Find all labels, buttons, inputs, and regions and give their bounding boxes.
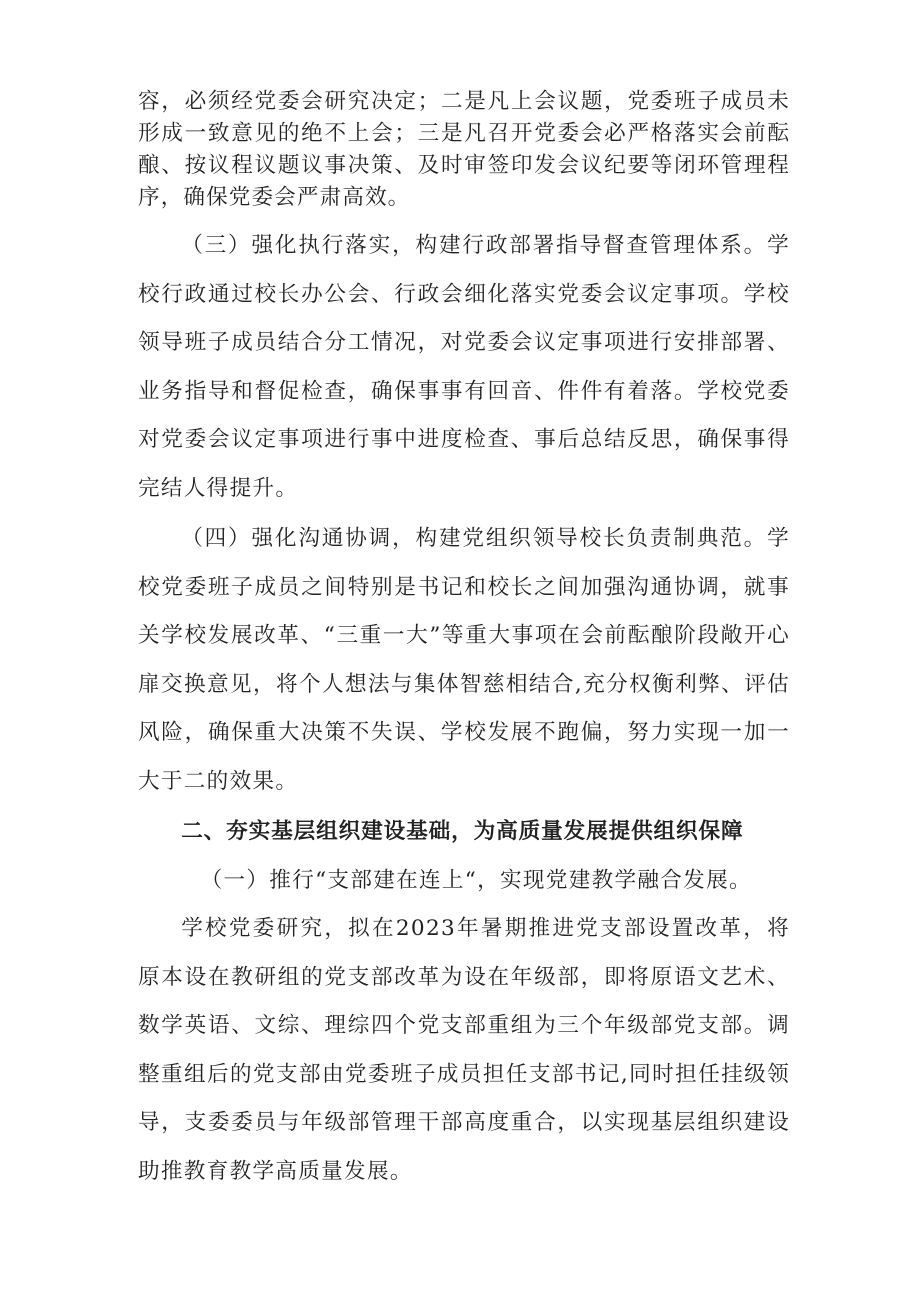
subheading-one: （一）推行“支部建在连上“，实现党建教学融合发展。 [200, 867, 752, 893]
paragraph-continuation: 容，必须经党委会研究决定；二是凡上会议题，党委班子成员未形成一致意见的绝不上会；三是凡召开党委会必严格落实会前酝酿、按议程议题议事决策、及时审签印发会议纪要等闭环管理程序，确保党委会严肃高效。 [138, 89, 790, 210]
document-page [138, 86, 790, 1196]
paragraph-section-four: （四）强化沟通协调，构建党组织领导校长负责制典范。学校党委班子成员之间特别是书记和校长之间加强沟通协调，就事关学校发展改革、“三重一大”等重大事项在会前酝酿阶段敞开心扉交换意见，将个人想法与集体智慈相结合,充分权衡利弊、评估风险，确保重大决策不失误、学校发展不跑偏，努力实现一加一大于二的效果。 [138, 526, 790, 794]
section-heading-two: 二、夯实基层组织建设基础，为高质量发展提供组织保障 [181, 819, 744, 844]
paragraph-branch-reform: 学校党委研究，拟在2023年暑期推进党支部设置改革，将原本设在教研组的党支部改革为设在年级部，即将原语文艺术、数学英语、文综、理综四个党支部重组为三个年级部党支部。调整重组后的党支部由党委班子成员担任支部书记,同时担任挂级领导，支委委员与年级部管理干部高度重合，以实现基层组织建设助推教育教学高质量发展。 [138, 916, 790, 1184]
paragraph-section-three: （三）强化执行落实，构建行政部署指导督查管理体系。学校行政通过校长办公会、行政会细化落实党委会议定事项。学校领导班子成员结合分工情况，对党委会议定事项进行安排部署、业务指导和督促检查，确保事事有回音、件件有着落。学校党委对党委会议定事项进行事中进度检查、事后总结反思，确保事得完结人得提升。 [138, 233, 790, 501]
